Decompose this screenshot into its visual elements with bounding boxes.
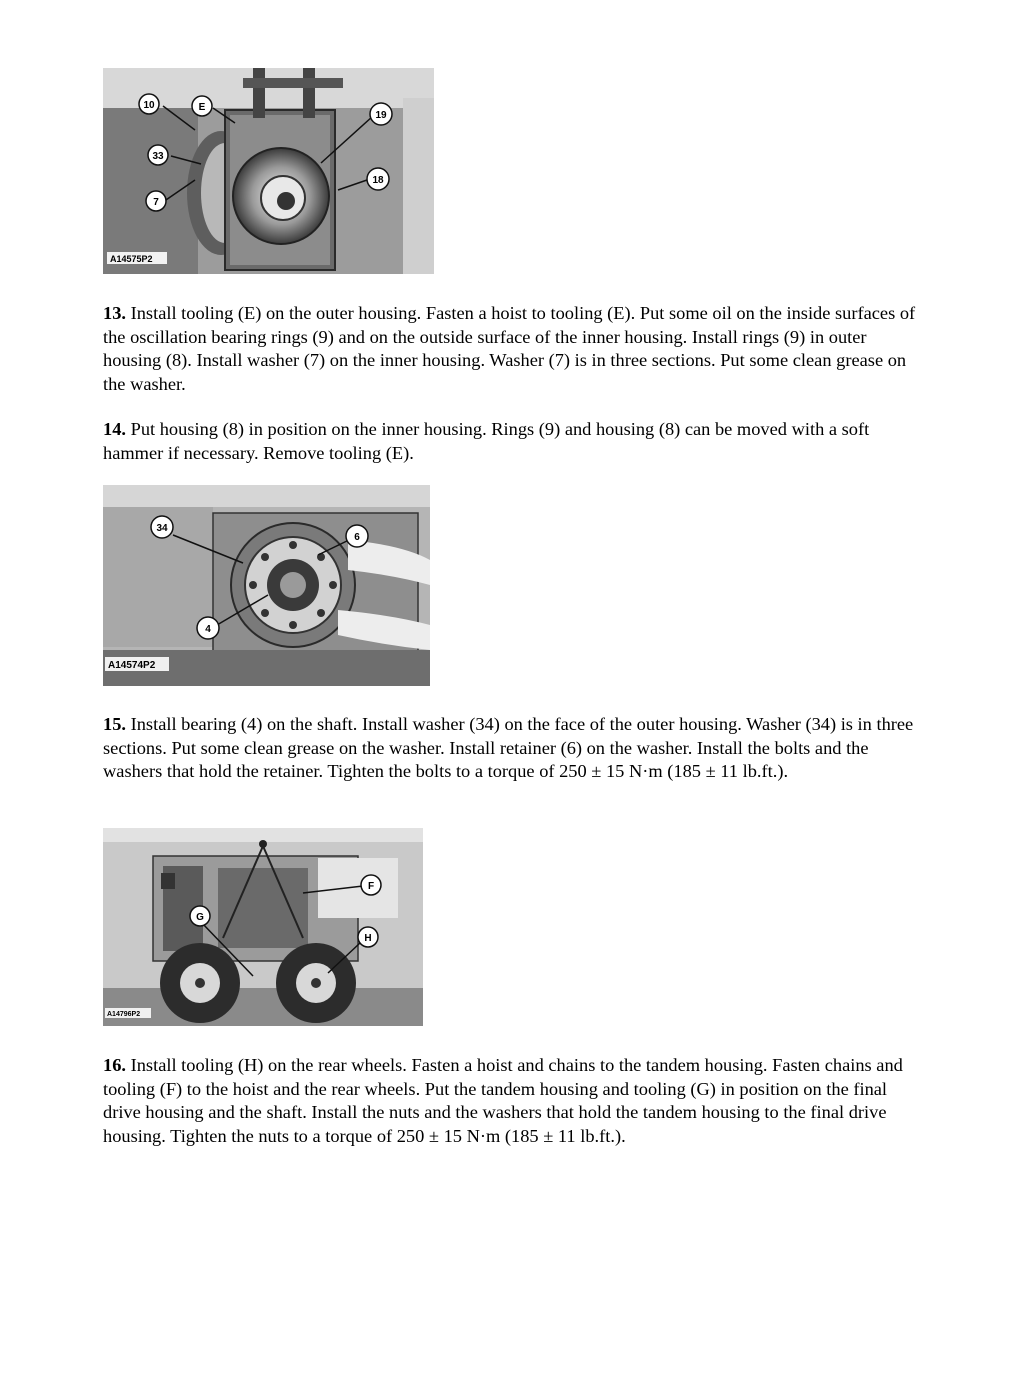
figure-1-photo	[103, 68, 434, 274]
figure-2-code: A14574P2	[108, 660, 156, 671]
figure-2-photo	[103, 485, 430, 686]
figure-1-callout-33: 33	[152, 151, 164, 162]
figure-1-callout-10: 10	[143, 100, 155, 111]
figure-3-callout-H: H	[364, 933, 372, 944]
figure-1-callout-E: E	[198, 102, 206, 113]
step-14-number: 14.	[103, 419, 126, 439]
step-15-paragraph	[103, 713, 923, 784]
step-13-text: Install tooling (E) on the outer housing. Fasten a hoist to tooling (E). Put some oil on the inside surfaces of the oscillation bearing rings (9) and on the outside surface of the inner housing. Install rings (9) in outer housing (8). Install washer (7) on the inner housing. Washer (7) is in three sections. Put some clean grease on the washer.	[103, 303, 916, 394]
step-16-number: 16.	[103, 1055, 126, 1075]
step-15-number: 15.	[103, 714, 126, 734]
figure-1-callout-18: 18	[372, 175, 384, 186]
step-16-text: Install tooling (H) on the rear wheels. Fasten a hoist and chains to the tandem housing. Fasten chains and tooling (F) to the hoist and the rear wheels. Put the tandem housing and tooling (G) in position on the final drive housing and the shaft. Install the nuts and the washers that hold the tandem housing to the final drive housing. Tighten the nuts to a torque of 250 ± 15 N·m (185 ± 11 lb.ft.).	[103, 1055, 903, 1146]
figure-1-illustration	[103, 68, 434, 274]
figure-3-code: A14796P2	[107, 1011, 141, 1018]
figure-1-callout-19: 19	[375, 110, 387, 121]
figure-3-callout-F: F	[367, 881, 375, 892]
figure-3-callout-G: G	[196, 912, 204, 923]
figure-3-illustration	[103, 828, 423, 1026]
figure-1-code: A14575P2	[110, 254, 153, 264]
step-15-text: Install bearing (4) on the shaft. Install washer (34) on the face of the outer housing. Washer (34) is in three sections. Put some clean grease on the washer. Install retainer (6) on the washer. Install the bolts and the washers that hold the retainer. Tighten the bolts to a torque of 250 ± 15 N·m (185 ± 11 lb.ft.).	[103, 714, 914, 781]
figure-2-callout-4: 4	[205, 624, 211, 635]
figure-2-illustration	[103, 485, 430, 686]
figure-3-photo	[103, 828, 423, 1026]
figure-2-callout-6: 6	[354, 532, 360, 543]
step-13-paragraph	[103, 302, 923, 396]
figure-1-callout-7: 7	[153, 197, 159, 208]
figure-2-callout-34: 34	[156, 523, 168, 534]
step-14-paragraph	[103, 418, 923, 465]
step-14-text: Put housing (8) in position on the inner housing. Rings (9) and housing (8) can be moved with a soft hammer if necessary. Remove tooling (E).	[103, 419, 870, 463]
step-16-paragraph	[103, 1054, 923, 1148]
step-13-number: 13.	[103, 303, 126, 323]
